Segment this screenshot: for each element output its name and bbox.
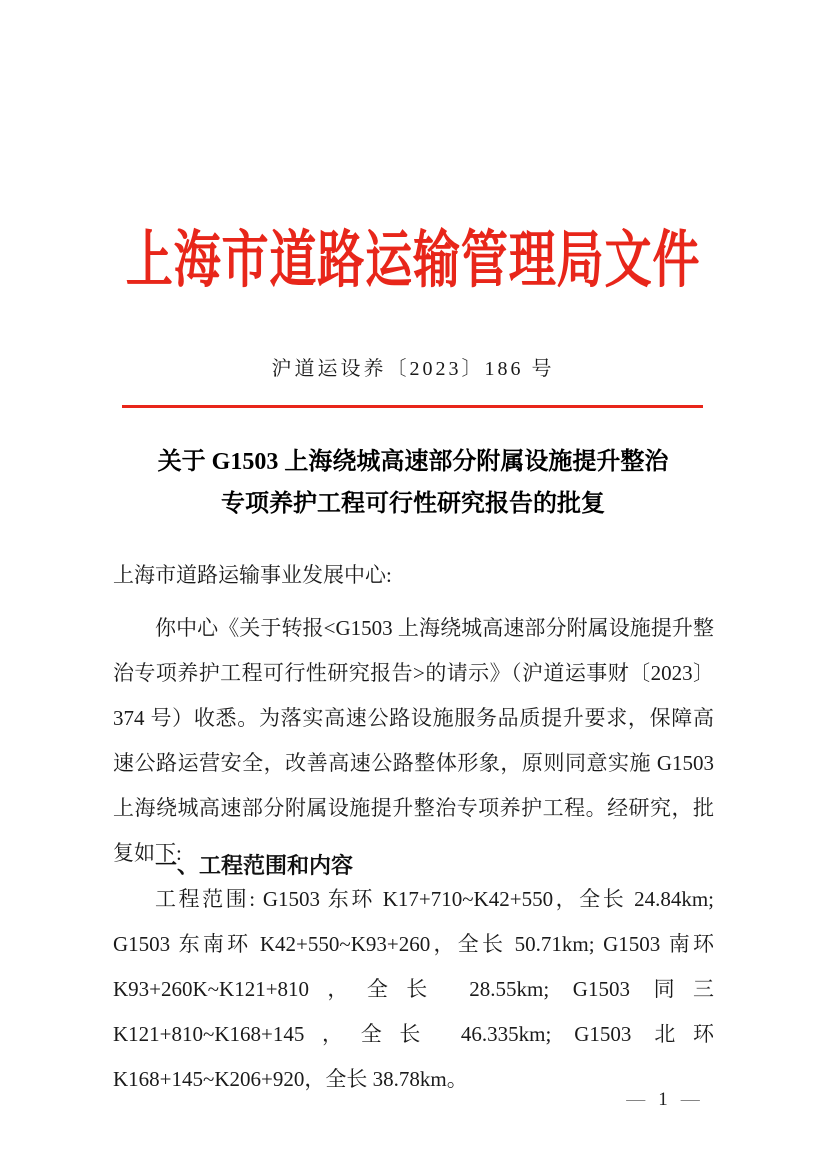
page-footer bbox=[600, 1088, 726, 1112]
document-title-line1: 关于 G1503 上海绕城高速部分附属设施提升整治 bbox=[157, 449, 669, 475]
paragraph-approval-intro: 你中心《关于转报<G1503 上海绕城高速部分附属设施提升整治专项养护工程可行性研究报告>的请示》（沪道运事财〔2023〕374 号）收悉。为落实高速公路设施服务品质提升要求，保障高速公路运营安全，改善高速公路整体形象，原则同意实施 G1503 上海绕城高速部分附属设施提升整治专项养护工程。经研究，批复如下: bbox=[113, 616, 714, 865]
document-number: 沪道运设养〔2023〕186 号 bbox=[271, 358, 555, 380]
document-title bbox=[0, 441, 826, 525]
page-number: 1 bbox=[658, 1089, 668, 1110]
agency-header-title: 上海市道路运输管理局文件 bbox=[125, 227, 701, 295]
footer-dash-left: — bbox=[626, 1089, 646, 1110]
paragraph-project-scope: 工程范围: G1503 东环 K17+710~K42+550，全长 24.84km; G1503 东南环 K42+550~K93+260，全长 50.71km; G1503 南环 K93+260K~K121+810，全长 28.55km; G1503 同三 K121+810~K168+145，全长 46.335km; G1503 北环 K168+145~K206+920，全长 38.78km。 bbox=[113, 887, 714, 1091]
footer-dash-right: — bbox=[680, 1089, 700, 1110]
header-divider-line bbox=[122, 405, 703, 408]
document-title-line2: 专项养护工程可行性研究报告的批复 bbox=[221, 491, 605, 517]
addressee-line: 上海市道路运输事业发展中心: bbox=[113, 563, 392, 587]
section-heading-scope: 一、工程范围和内容 bbox=[155, 853, 354, 878]
